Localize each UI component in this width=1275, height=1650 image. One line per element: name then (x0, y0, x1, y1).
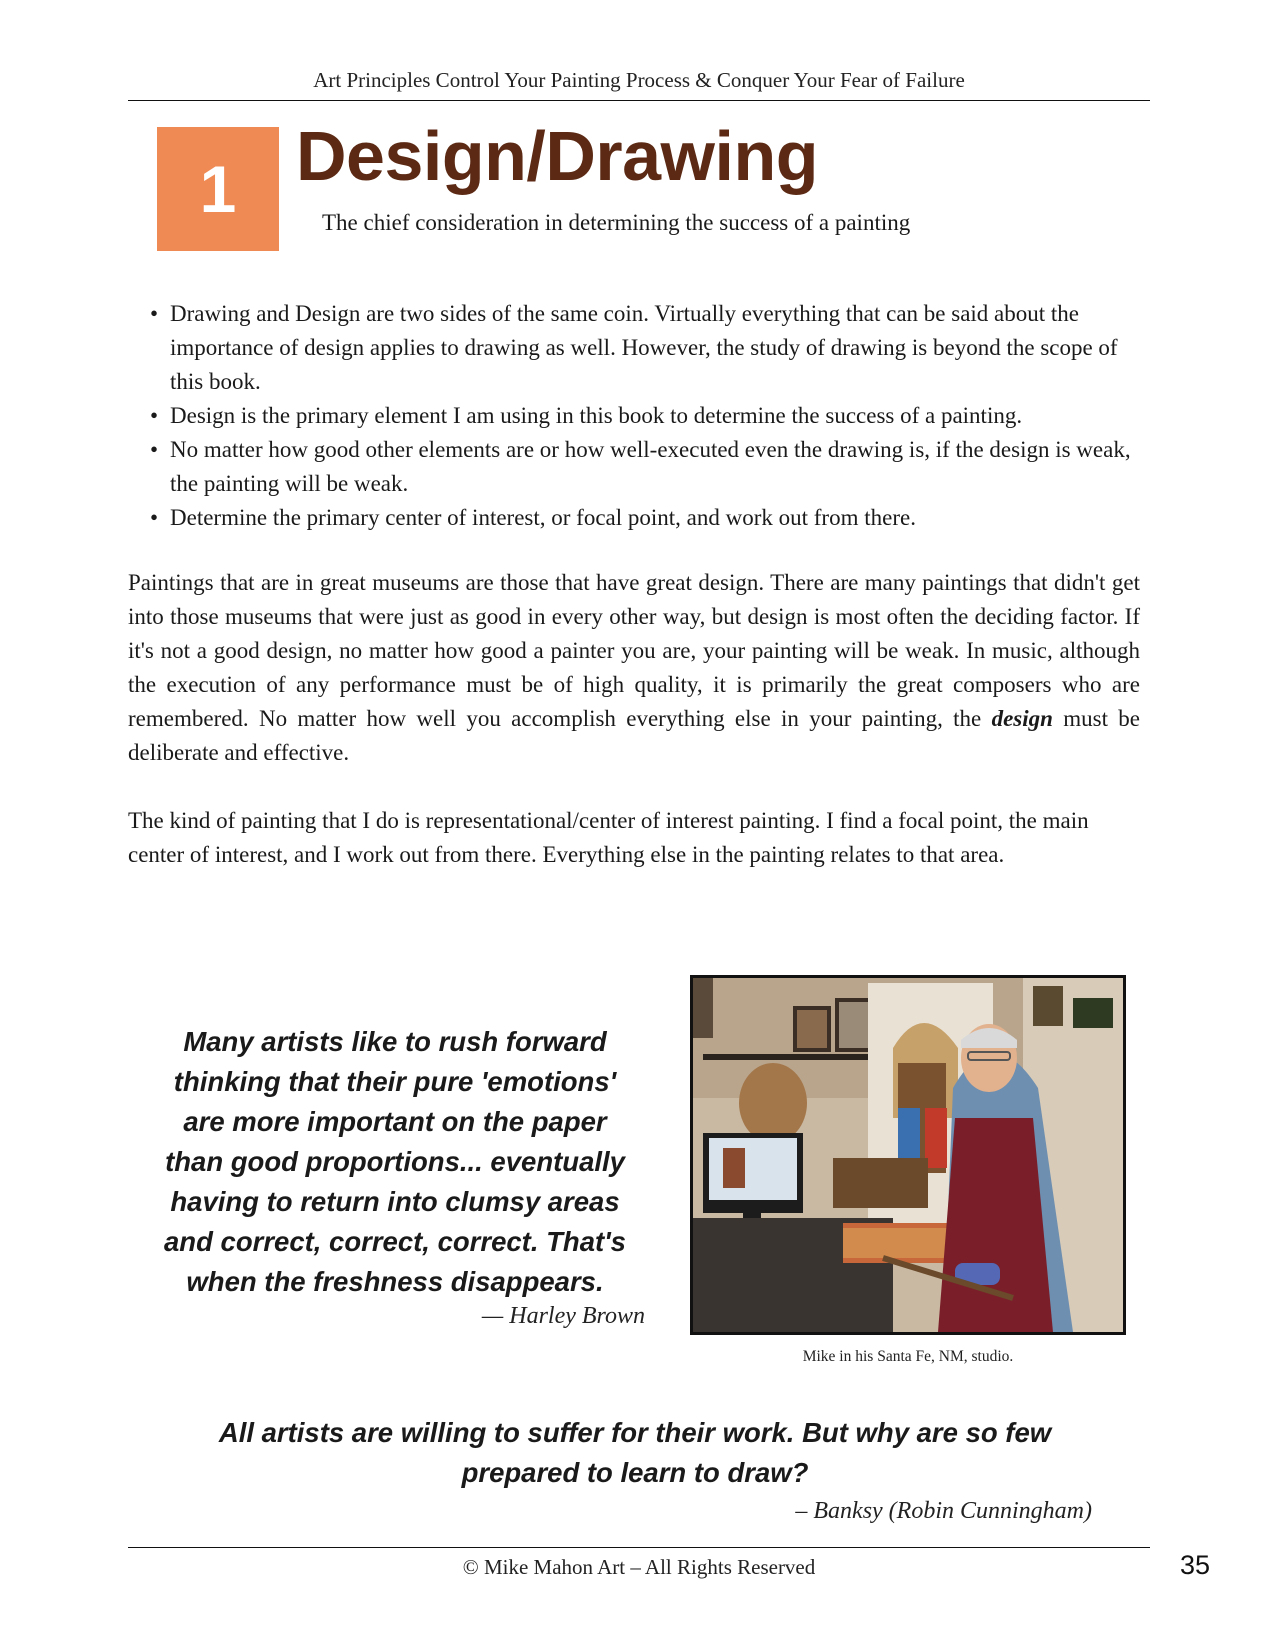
quote-line: Many artists like to rush forward (183, 1026, 607, 1057)
bullet-dot-icon: • (149, 301, 159, 326)
body-paragraph-museums (128, 566, 1140, 770)
emphasis-design: design (991, 706, 1053, 731)
studio-photo-illustration (693, 978, 1123, 1332)
quote-line: thinking that their pure 'emotions' (173, 1066, 617, 1097)
quote-line: having to return into clumsy areas (170, 1186, 620, 1217)
photo-caption: Mike in his Santa Fe, NM, studio. (802, 1348, 1014, 1365)
body-paragraph-focal-point: The kind of painting that I do is representational/center of interest painting. I find a focal point, the main center of interest, and I work out from there. Everything else in the painting relates to that area. (128, 808, 1089, 867)
quote-line: All artists are willing to suffer for their work. But why are so few (218, 1417, 1052, 1448)
bullet-dot-icon: • (149, 505, 159, 530)
bullet-list (145, 297, 1155, 535)
quote-line: prepared to learn to draw? (461, 1457, 809, 1488)
studio-photo (690, 975, 1126, 1335)
pull-quote-banksy (140, 1413, 1130, 1493)
quote-line: when the freshness disappears. (186, 1266, 604, 1297)
bullet-dot-icon: • (149, 403, 159, 428)
chapter-number: 1 (199, 152, 237, 226)
bullet-item (145, 297, 1155, 399)
footer-copyright: © Mike Mahon Art – All Rights Reserved (462, 1555, 816, 1579)
chapter-subtitle: The chief consideration in determining the success of a painting (322, 210, 911, 235)
paragraph-text: must be deliberate and effective. (128, 706, 1140, 765)
quote-attribution: — Harley Brown (481, 1303, 645, 1329)
bullet-text: Determine the primary center of interest, or focal point, and work out from there. (170, 505, 916, 530)
header-rule (128, 100, 1150, 101)
bullet-text: No matter how good other elements are or how well-executed even the drawing is, if the design is weak, the painting will be weak. (170, 437, 1131, 496)
bullet-text: Design is the primary element I am using in this book to determine the success of a painting. (170, 403, 1023, 428)
quote-attribution: – Banksy (Robin Cunningham) (795, 1498, 1092, 1524)
chapter-title: Design/Drawing (296, 117, 818, 195)
bullet-item (145, 433, 1155, 501)
pull-quote-harley-brown (140, 1022, 650, 1302)
running-header: Art Principles Control Your Painting Process & Conquer Your Fear of Failure (313, 68, 965, 92)
page-number: 35 (1179, 1550, 1211, 1580)
bullet-item (145, 399, 1155, 433)
paragraph-text: Paintings that are in great museums are those that have great design. There are many paintings that didn't get into those museums that were just as good in every other way, but design is most often the deciding factor. If it's not a good design, no matter how good a painter you are, your painting will be weak. In music, although the execution of any performance must be of high quality, it is primarily the great composers who are remembered. No matter how well you accomplish everything else in your painting, the (128, 570, 1140, 731)
bullet-dot-icon: • (149, 437, 159, 462)
quote-line: than good proportions... eventually (165, 1146, 625, 1177)
bullet-text: Drawing and Design are two sides of the same coin. Virtually everything that can be said about the importance of design applies to drawing as well. However, the study of drawing is beyond the scope of this book. (170, 301, 1118, 394)
quote-line: and correct, correct, correct. That's (164, 1226, 626, 1257)
chapter-number-badge (157, 127, 279, 251)
bullet-item (145, 501, 1155, 535)
quote-line: are more important on the paper (183, 1106, 607, 1137)
